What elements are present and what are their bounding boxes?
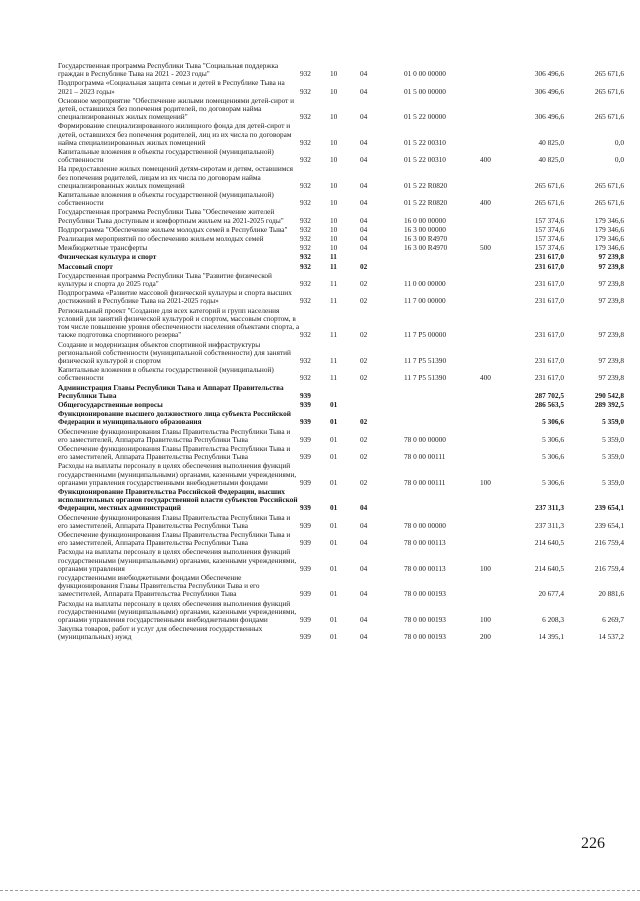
amount-year-1: 231 617,0	[534, 279, 564, 289]
amount-year-1: 286 563,5	[534, 399, 564, 409]
amount-year-2: 5 359,0	[602, 417, 624, 427]
ministry-code: 932	[300, 215, 311, 225]
ministry-code: 932	[300, 252, 311, 262]
ministry-code: 932	[300, 330, 311, 340]
ministry-code: 932	[300, 373, 311, 383]
expense-type-code: 400	[480, 198, 491, 208]
amount-year-2: 5 359,0	[602, 452, 624, 462]
table-row	[58, 365, 624, 382]
expense-type-code	[480, 262, 504, 271]
table-row	[58, 547, 624, 573]
ministry-code: 939	[300, 589, 311, 599]
amount-year-2: 0,0	[614, 137, 624, 147]
table-row	[58, 243, 624, 252]
row-name: Подпрограмма «Развитие массовой физической культуры и спорта высших достижений в Республике Тыва на 2021-2025 годы»	[58, 288, 292, 306]
ministry-code: 932	[300, 261, 311, 271]
subsection-code	[360, 252, 404, 261]
expense-type-code	[480, 288, 504, 305]
amount-year-2: 265 671,6	[594, 69, 624, 79]
table-row	[58, 225, 624, 234]
table-row	[58, 400, 624, 409]
subsection-code: 04	[360, 215, 368, 225]
expense-type-code	[480, 409, 504, 426]
section-code: 10	[330, 137, 338, 147]
table-row	[58, 599, 624, 625]
row-name: государственными внебюджетными фондами Обеспечение функционирования Главы Правительства Республики Тыва и его заместителей, Аппарата Правительства Республики Тыва	[58, 572, 260, 599]
expense-type-code	[480, 78, 504, 95]
target-article-code: 78 0 00 00193	[404, 632, 446, 642]
table-row	[58, 78, 624, 95]
section-code: 10	[330, 69, 338, 79]
amount-year-2: 97 239,8	[598, 279, 624, 289]
section-code: 01	[330, 399, 338, 409]
expense-type-code	[480, 427, 504, 444]
expense-type-code	[480, 530, 504, 547]
target-article-code: 11 7 P5 00000	[404, 330, 447, 340]
subsection-code: 04	[360, 615, 368, 624]
amount-year-2: 97 239,8	[598, 296, 624, 306]
amount-year-1: 231 617,0	[534, 330, 564, 340]
section-code: 01	[330, 452, 338, 462]
target-article-code: 11 7 P5 51390	[404, 355, 447, 365]
target-article-code: 01 5 22 00000	[404, 112, 446, 122]
ministry-code: 932	[300, 112, 311, 122]
section-code: 10	[330, 224, 338, 234]
subsection-code: 02	[360, 330, 368, 340]
section-code: 10	[330, 155, 338, 165]
expense-type-code	[480, 234, 504, 243]
section-code: 01	[330, 434, 338, 444]
expense-type-code: 500	[480, 243, 491, 253]
amount-year-2: 265 671,6	[594, 180, 624, 190]
subsection-code: 04	[360, 137, 368, 147]
expense-type-code	[480, 252, 504, 261]
target-article-code: 78 0 00 00000	[404, 434, 446, 444]
section-code: 01	[330, 520, 338, 530]
target-article-code: 11 7 P5 51390	[404, 373, 447, 383]
amount-year-1: 14 395,1	[538, 632, 564, 642]
section-code	[330, 383, 360, 400]
section-code: 11	[330, 279, 338, 289]
row-name: Обеспечение функционирования Главы Правительства Республики Тыва и его заместителей, Аппарата Правительства Республики Тыва	[58, 529, 291, 548]
subsection-code: 04	[360, 632, 368, 642]
row-name: Массовый спорт	[58, 261, 113, 271]
table-row	[58, 427, 624, 444]
target-article-code: 16 3 00 R4970	[404, 234, 448, 244]
row-name: Общегосударственные вопросы	[58, 399, 163, 409]
section-code: 10	[330, 243, 338, 253]
row-name: Капитальные вложения в объекты государственной (муниципальной) собственности	[58, 365, 274, 383]
amount-year-1: 214 640,5	[534, 563, 564, 573]
amount-year-1: 6 208,3	[542, 615, 564, 624]
table-row	[58, 444, 624, 461]
amount-year-2: 97 239,8	[598, 373, 624, 383]
amount-year-2: 265 671,6	[594, 198, 624, 208]
target-article-code: 16 3 00 R4970	[404, 243, 448, 253]
amount-year-2: 179 346,6	[594, 224, 624, 234]
amount-year-1: 5 306,6	[542, 452, 564, 462]
row-name: Государственная программа Республики Тыва "Развитие физической культуры и спорта до 2025 года"	[58, 270, 272, 289]
ministry-code: 932	[300, 224, 311, 234]
table-row	[58, 409, 624, 426]
table-row	[58, 530, 624, 547]
row-name: Государственная программа Республики Тыва "Социальная поддержка граждан в Республике Тыва на 2021 - 2023 годы"	[58, 61, 279, 79]
section-code: 01	[330, 589, 338, 599]
target-article-code	[404, 262, 480, 271]
target-article-code	[404, 487, 480, 513]
expense-type-code	[480, 306, 504, 340]
row-name: Закупка товаров, работ и услуг для обеспечения государственных (муниципальных) нужд	[58, 624, 263, 642]
target-article-code: 01 5 00 00000	[404, 86, 446, 96]
target-article-code: 01 5 22 R0820	[404, 180, 448, 190]
amount-year-2: 97 239,8	[598, 252, 624, 262]
row-name: На предоставление жилых помещений детям-сиротам и детям, оставшимся без попечения родителей, лицам из их числа по договорам найма специализированных жилых помещений	[58, 164, 293, 190]
section-code: 11	[330, 296, 338, 306]
amount-year-1: 5 306,6	[542, 434, 564, 444]
section-code: 01	[330, 417, 338, 427]
amount-year-2: 216 759,4	[594, 563, 624, 573]
subsection-code: 02	[360, 373, 368, 383]
expense-type-code: 400	[480, 155, 491, 165]
section-code: 11	[330, 330, 338, 340]
target-article-code	[404, 409, 480, 426]
expense-type-code	[480, 121, 504, 147]
target-article-code: 01 5 22 R0820	[404, 198, 448, 208]
expense-type-code: 200	[480, 632, 491, 642]
section-code: 01	[330, 615, 338, 624]
table-row	[58, 513, 624, 530]
ministry-code: 939	[300, 417, 311, 427]
target-article-code: 01 0 00 00000	[404, 69, 446, 79]
expense-type-code	[480, 400, 504, 409]
amount-year-2: 216 759,4	[594, 538, 624, 548]
expense-type-code	[480, 340, 504, 366]
amount-year-1: 40 825,0	[538, 137, 564, 147]
table-row	[58, 190, 624, 207]
target-article-code: 78 0 00 00193	[404, 615, 446, 624]
ministry-code: 939	[300, 538, 311, 548]
amount-year-2: 97 239,8	[598, 355, 624, 365]
amount-year-2: 97 239,8	[598, 330, 624, 340]
section-code: 01	[330, 632, 338, 642]
amount-year-2: 97 239,8	[598, 261, 624, 271]
row-name: Обеспечение функционирования Главы Правительства Республики Тыва и его заместителей, Аппарата Правительства Республики Тыва	[58, 512, 291, 530]
section-code: 11	[330, 355, 338, 365]
amount-year-2: 265 671,6	[594, 86, 624, 96]
expense-type-code	[480, 271, 504, 288]
section-code: 10	[330, 215, 338, 225]
ministry-code: 932	[300, 243, 311, 253]
amount-year-1: 265 671,6	[534, 180, 564, 190]
target-article-code: 78 0 00 00111	[404, 452, 446, 462]
target-article-code: 78 0 00 00000	[404, 520, 446, 530]
amount-year-1: 214 640,5	[534, 538, 564, 548]
table-row	[58, 306, 624, 340]
ministry-code: 939	[300, 399, 311, 409]
subsection-code: 04	[360, 112, 368, 122]
target-article-code: 16 0 00 00000	[404, 215, 446, 225]
table-row	[58, 383, 624, 400]
row-name: Расходы на выплаты персоналу в целях обеспечения выполнения функций государственными (муниципальными) органами, казенными учреждениями, органами управления государственными внебюджетными фондами	[58, 598, 297, 624]
row-name: Основное мероприятие "Обеспечение жилыми помещениями детей-сирот и детей, оставшихся без попечения родителей, по договорам найма специализированных жилых помещений"	[58, 95, 295, 122]
amount-year-2: 289 392,5	[594, 399, 624, 409]
section-code: 10	[330, 198, 338, 208]
ministry-code: 932	[300, 355, 311, 365]
amount-year-2: 265 671,6	[594, 112, 624, 122]
target-article-code: 78 0 00 00193	[404, 589, 446, 599]
amount-year-1: 231 617,0	[534, 252, 564, 262]
subsection-code: 02	[360, 355, 368, 365]
amount-year-2: 5 359,0	[602, 434, 624, 444]
amount-year-2: 6 269,7	[602, 615, 624, 624]
row-name: Функционирование Правительства Российской Федерации, высших исполнительных органов государственной власти субъектов Российской Федерации, местных администраций	[58, 486, 298, 513]
amount-year-2: 0,0	[614, 155, 624, 165]
ministry-code: 939	[300, 563, 311, 573]
target-article-code: 16 3 00 00000	[404, 224, 446, 234]
ministry-code: 939	[300, 452, 311, 462]
row-name: Межбюджетные трансферты	[58, 243, 148, 253]
expense-type-code: 100	[480, 615, 491, 624]
target-article-code: 11 0 00 00000	[404, 279, 446, 289]
amount-year-2: 179 346,6	[594, 243, 624, 253]
subsection-code: 02	[360, 452, 368, 462]
row-name: Капитальные вложения в объекты государственной (муниципальной) собственности	[58, 147, 274, 165]
section-code: 10	[330, 180, 338, 190]
amount-year-2: 14 537,2	[598, 632, 624, 642]
table-row	[58, 487, 624, 513]
row-name: Расходы на выплаты персоналу в целях обеспечения выполнения функций государственными (муниципальными) органами, казенными учреждениями, органами управления государственными внебюджетными фондами	[58, 461, 297, 487]
subsection-code: 04	[360, 155, 368, 165]
expense-type-code	[480, 62, 504, 78]
row-name: Подпрограмма "Обеспечение жильем молодых семей в Республике Тыва"	[58, 224, 288, 234]
amount-year-1: 231 617,0	[534, 261, 564, 271]
ministry-code: 932	[300, 137, 311, 147]
subsection-code: 04	[360, 589, 368, 599]
subsection-code: 04	[360, 69, 368, 79]
target-article-code	[404, 252, 480, 261]
section-code: 11	[330, 261, 337, 271]
amount-year-1: 157 374,6	[534, 215, 564, 225]
ministry-code: 939	[300, 434, 311, 444]
amount-year-1: 231 617,0	[534, 355, 564, 365]
ministry-code: 939	[300, 615, 311, 624]
scan-edge-line	[0, 890, 640, 891]
table-row	[58, 271, 624, 288]
amount-year-2: 20 881,6	[598, 589, 624, 599]
subsection-code: 04	[360, 198, 368, 208]
amount-year-1: 306 496,6	[534, 69, 564, 79]
row-name: Функционирование высшего должностного лица субъекта Российской Федерации и муниципального образования	[58, 409, 292, 427]
target-article-code: 11 7 00 00000	[404, 296, 446, 306]
subsection-code: 04	[360, 503, 368, 513]
amount-year-1: 237 311,3	[535, 503, 564, 513]
budget-table-body	[58, 62, 624, 642]
row-name: Администрация Главы Республики Тыва и Аппарат Правительства Республики Тыва	[58, 382, 284, 400]
amount-year-1: 287 702,5	[534, 390, 564, 400]
amount-year-1: 20 677,4	[538, 589, 564, 599]
section-code: 01	[330, 503, 338, 513]
table-row	[58, 62, 624, 78]
ministry-code: 932	[300, 279, 311, 289]
section-code: 11	[330, 373, 338, 383]
table-row	[58, 147, 624, 164]
ministry-code: 939	[300, 632, 311, 642]
subsection-code: 02	[360, 261, 368, 271]
expense-type-code: 100	[480, 563, 491, 573]
subsection-code: 04	[360, 538, 368, 548]
row-name: Расходы на выплаты персоналу в целях обеспечения выполнения функций государственными (муниципальными) органами, казенными учреждениями, органами управления	[58, 547, 297, 573]
target-article-code: 78 0 00 00113	[404, 538, 446, 548]
subsection-code: 04	[360, 243, 368, 253]
expense-type-code	[480, 444, 504, 461]
amount-year-2: 290 542,8	[594, 390, 624, 400]
ministry-code: 932	[300, 198, 311, 208]
amount-year-1: 231 617,0	[534, 296, 564, 306]
subsection-code	[360, 383, 404, 400]
table-row	[58, 164, 624, 190]
table-row	[58, 624, 624, 641]
amount-year-1: 157 374,6	[534, 224, 564, 234]
target-article-code: 78 0 00 00111	[404, 477, 446, 487]
amount-year-2: 179 346,6	[594, 215, 624, 225]
subsection-code: 04	[360, 180, 368, 190]
row-name: Создание и модернизация объектов спортивной инфраструктуры региональной собственности (муниципальной собственности) для занятий физической культурой и спортом	[58, 339, 291, 365]
amount-year-1: 237 311,3	[535, 520, 564, 530]
row-name: Реализация мероприятий по обеспечению жильем молодых семей	[58, 234, 264, 244]
table-row	[58, 252, 624, 261]
amount-year-2: 179 346,6	[594, 234, 624, 244]
ministry-code: 939	[300, 520, 311, 530]
amount-year-1: 306 496,6	[534, 86, 564, 96]
subsection-code: 02	[360, 296, 368, 306]
expense-type-code	[480, 96, 504, 122]
row-name: Капитальные вложения в объекты государственной (муниципальной) собственности	[58, 190, 274, 208]
expense-type-code	[480, 383, 504, 400]
amount-year-1: 5 306,6	[542, 417, 564, 427]
row-name: Физическая культура и спорт	[58, 252, 157, 262]
table-row	[58, 234, 624, 243]
amount-year-1: 231 617,0	[534, 373, 564, 383]
subsection-code: 04	[360, 234, 368, 244]
ministry-code: 932	[300, 69, 311, 79]
ministry-code: 932	[300, 180, 311, 190]
table-row	[58, 96, 624, 122]
row-name: Обеспечение функционирования Главы Правительства Республики Тыва и его заместителей, Аппарата Правительства Республики Тыва	[58, 426, 291, 444]
ministry-code: 939	[300, 477, 311, 487]
row-name: Региональный проект "Создание для всех категорий и групп населения условий для занятий физической культурой и спортом, массовым спортом, в том числе повышение уровня обеспеченности населения объектами спорта, а также подготовка спортивного резерва"	[58, 305, 300, 340]
subsection-code: 02	[360, 477, 368, 487]
section-code: 01	[330, 477, 338, 487]
target-article-code: 01 5 22 00310	[404, 137, 446, 147]
budget-table	[58, 62, 624, 642]
ministry-code: 939	[300, 503, 311, 513]
expense-type-code	[480, 225, 504, 234]
section-code: 01	[330, 538, 338, 548]
expense-type-code	[480, 487, 504, 513]
section-code: 01	[330, 563, 338, 573]
table-row	[58, 121, 624, 147]
table-row	[58, 262, 624, 271]
expense-type-code	[480, 573, 504, 599]
subsection-code: 04	[360, 563, 368, 573]
amount-year-1: 306 496,6	[534, 112, 564, 122]
table-row	[58, 340, 624, 366]
amount-year-1: 157 374,6	[534, 234, 564, 244]
section-code: 11	[330, 252, 337, 262]
subsection-code: 02	[360, 434, 368, 444]
row-name: Государственная программа Республики Тыва "Обеспечение жителей Республики Тыва доступным и комфортным жильем на 2021-2025 годы"	[58, 207, 284, 225]
table-row	[58, 573, 624, 599]
ministry-code: 939	[300, 390, 311, 400]
expense-type-code: 400	[480, 373, 491, 383]
amount-year-2: 239 654,1	[594, 503, 624, 513]
expense-type-code	[480, 207, 504, 224]
section-code: 10	[330, 86, 338, 96]
target-article-code	[404, 400, 480, 409]
amount-year-2: 239 654,1	[594, 520, 624, 530]
ministry-code: 932	[300, 155, 311, 165]
amount-year-2: 5 359,0	[602, 477, 624, 487]
target-article-code: 01 5 22 00310	[404, 155, 446, 165]
subsection-code: 04	[360, 520, 368, 530]
subsection-code: 02	[360, 279, 368, 289]
expense-type-code	[480, 513, 504, 530]
ministry-code: 932	[300, 86, 311, 96]
amount-year-1: 5 306,6	[542, 477, 564, 487]
amount-year-1: 265 671,6	[534, 198, 564, 208]
subsection-code: 02	[360, 417, 368, 427]
row-name: Обеспечение функционирования Главы Правительства Республики Тыва и его заместителей, Аппарата Правительства Республики Тыва	[58, 443, 291, 462]
table-row	[58, 288, 624, 305]
row-name: Подпрограмма «Социальная защита семьи и детей в Республике Тыва на 2021 – 2023 годы»	[58, 78, 285, 96]
subsection-code: 04	[360, 86, 368, 96]
table-row	[58, 461, 624, 487]
section-code: 10	[330, 112, 338, 122]
row-name: Формирование специализированного жилищного фонда для детей-сирот и детей, оставшихся без попечения родителей, лиц из их числа по договорам найма специализированных жилых помещений	[58, 121, 292, 147]
section-code: 10	[330, 234, 338, 244]
amount-year-1: 157 374,6	[534, 243, 564, 253]
expense-type-code	[480, 164, 504, 190]
subsection-code: 04	[360, 224, 368, 234]
table-row	[58, 207, 624, 224]
subsection-code	[360, 400, 404, 409]
target-article-code	[404, 383, 480, 400]
page-number: 226	[581, 835, 605, 852]
ministry-code: 932	[300, 234, 311, 244]
ministry-code: 932	[300, 296, 311, 306]
expense-type-code: 100	[480, 477, 491, 487]
amount-year-1: 40 825,0	[538, 155, 564, 165]
target-article-code: 78 0 00 00113	[404, 563, 446, 573]
